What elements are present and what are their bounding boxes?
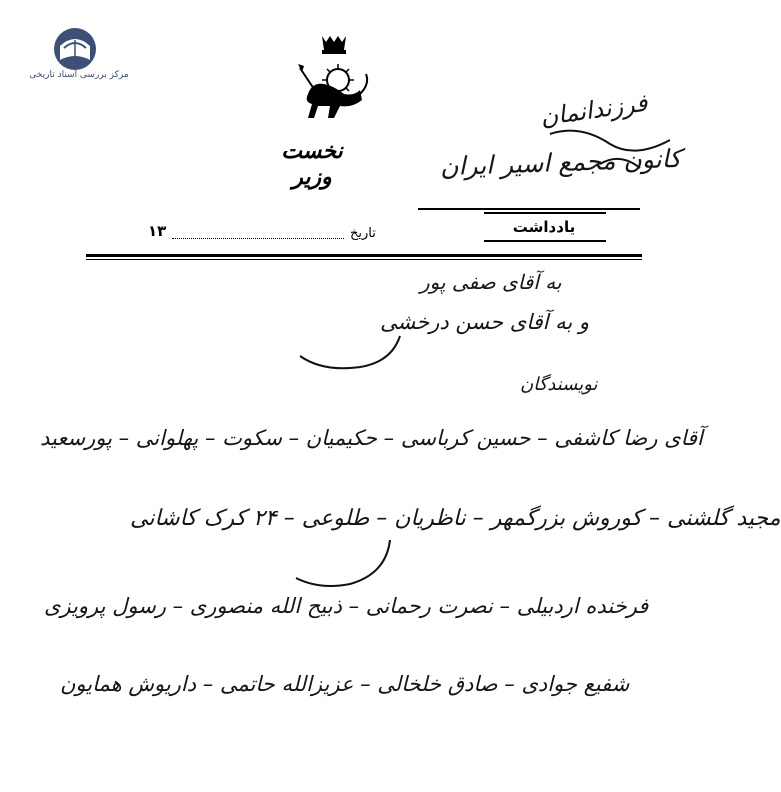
archive-center-logo-icon (52, 26, 98, 72)
recipient-flourish (290, 326, 410, 376)
top-rule-right (418, 208, 640, 210)
watermark-text: مرکز بررسی اسناد تاریخی (29, 70, 129, 80)
names-line-2: مجید گلشنی – کوروش بزرگمهر – ناظریان – طلوعی – ۲۴ کرک کاشانی (130, 506, 781, 531)
date-dotted-line (172, 238, 344, 239)
date-label: تاریخ (350, 226, 376, 241)
header-rule-thick (86, 254, 642, 257)
names-line-3: فرخنده اردبیلی – نصرت رحمانی – ذبیح الله منصوری – رسول پرویزی (44, 594, 649, 618)
office-title: نخست وزیر (281, 138, 343, 190)
margin-note-2: کانون مجمع اسیر ایران (439, 143, 682, 182)
recipient-line-1: به آقای صفی پور (420, 270, 562, 294)
date-value: ۱۳ (148, 222, 167, 240)
memo-frame-bottom (484, 240, 606, 242)
memo-frame-rule (484, 212, 606, 214)
recipient-line-2: و به آقای حسن درخشی (380, 310, 590, 334)
header-rule-thin (86, 259, 642, 260)
memo-label: یادداشت (512, 218, 576, 236)
names-flourish (290, 534, 400, 594)
margin-note-1: فرزندانمان (538, 88, 650, 132)
authors-heading: نویسندگان (520, 374, 598, 395)
names-line-1: آقای رضا کاشفی – حسین کرباسی – حکیمیان – سکوت – پهلوانی – پورسعید (40, 426, 703, 450)
margin-pen-strokes (540, 104, 680, 184)
lion-and-sun-emblem-icon (294, 34, 374, 124)
names-line-4: شفیع جوادی – صادق خلخالی – عزیزالله حاتمی – داریوش همایون (60, 672, 630, 696)
